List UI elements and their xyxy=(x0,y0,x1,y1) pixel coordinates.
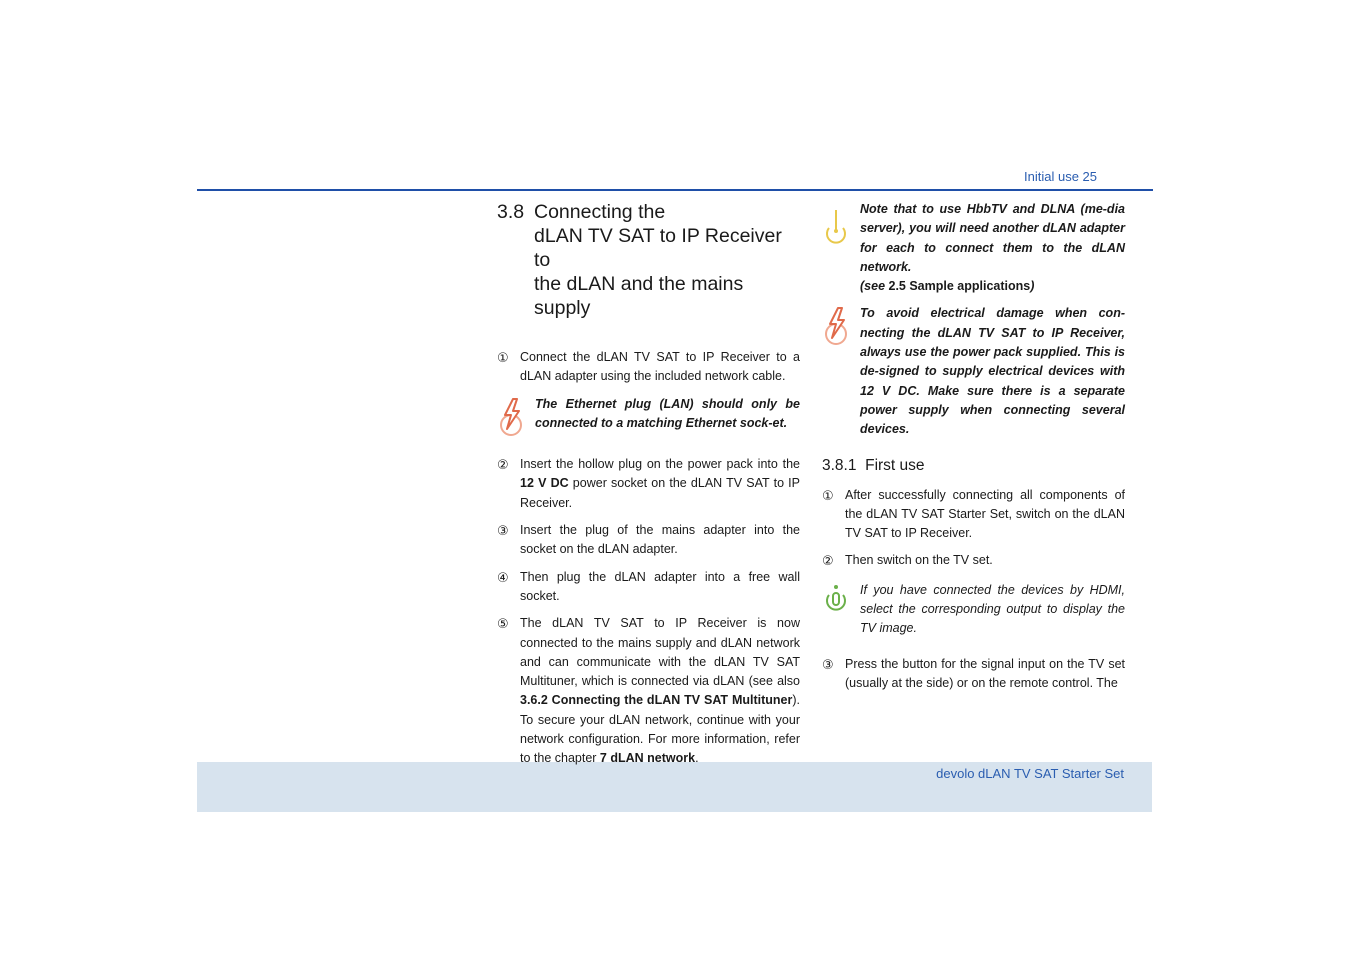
info-icon xyxy=(822,581,852,625)
note-hbbtv xyxy=(822,200,1125,296)
step-1 xyxy=(497,348,800,387)
header-rule xyxy=(197,189,1153,191)
section-title-line-1: Connecting the xyxy=(534,201,666,223)
step-2 xyxy=(497,455,800,513)
step-number: ③ xyxy=(497,523,509,539)
subsection-title: First use xyxy=(865,456,925,474)
step-number: ④ xyxy=(497,569,509,585)
step-text-2: ). To secure your dLAN network, continue with your network configuration. For more information, refer to the chapter xyxy=(520,693,800,766)
link-ref-7[interactable]: 7 dLAN network xyxy=(599,751,696,766)
see-prefix: (see xyxy=(860,279,889,294)
see-reference[interactable]: 2.5 Sample applications xyxy=(888,279,1031,294)
step-text-end: power socket on the dLAN TV SAT to IP Receiver. xyxy=(520,476,800,510)
step-number: ② xyxy=(822,553,834,569)
link-ref-3-6-2[interactable]: 3.6.2 Connecting the dLAN TV SAT Multituner xyxy=(520,693,793,708)
subsection-heading xyxy=(822,456,1125,476)
tip-note-hdmi xyxy=(822,581,1125,639)
warning-icon xyxy=(822,304,852,348)
section-number: 3.8 xyxy=(497,201,525,223)
step-4 xyxy=(497,568,800,607)
step-text: Then switch on the TV set. xyxy=(845,553,993,568)
footer-product: devolo dLAN TV SAT Starter Set xyxy=(936,766,1124,781)
see-suffix: ) xyxy=(1030,279,1035,294)
note-text: Note that to use HbbTV and DLNA (me-dia server), you will need another dLAN adapter for each to connect them to the dLAN network. xyxy=(860,202,1125,274)
step-number: ③ xyxy=(822,656,834,672)
warning-note-ethernet xyxy=(497,395,800,434)
first-use-step-2 xyxy=(822,551,1125,570)
section-title-line-2: dLAN TV SAT to IP Receiver to xyxy=(534,225,782,271)
note-see-ref xyxy=(860,279,1034,293)
step-number: ② xyxy=(497,457,509,473)
right-column xyxy=(822,200,1125,701)
step-text: Then plug the dLAN adapter into a free wall socket. xyxy=(520,569,800,603)
warning-note-power xyxy=(822,304,1125,439)
subsection-number: 3.8.1 xyxy=(822,456,857,474)
page-header-label: Initial use 25 xyxy=(1024,169,1097,184)
step-5 xyxy=(497,614,800,768)
step-text: Insert the hollow plug on the power pack into the xyxy=(520,457,800,472)
first-use-step-1 xyxy=(822,486,1125,544)
section-title-line-3: the dLAN and the mains supply xyxy=(534,273,744,319)
warning-icon xyxy=(497,395,527,439)
step-number: ① xyxy=(497,350,509,365)
step-number: ① xyxy=(822,487,834,503)
section-heading xyxy=(497,200,800,320)
note-icon xyxy=(822,204,852,248)
step-text: After successfully connecting all components of the dLAN TV SAT Starter Set, switch on the dLAN TV SAT to IP Receiver. xyxy=(845,487,1125,541)
step-3 xyxy=(497,521,800,560)
step-text: Press the button for the signal input on the TV set (usually at the side) or on the remote control. The xyxy=(845,656,1125,690)
step-bold: 12 V DC xyxy=(520,476,569,491)
tip-text: If you have connected the devices by HDMI, select the corresponding output to display the TV image. xyxy=(860,582,1125,636)
step-text: Insert the plug of the mains adapter into the socket on the dLAN adapter. xyxy=(520,523,800,557)
step-text-3: . xyxy=(695,751,699,766)
step-text: The dLAN TV SAT to IP Receiver is now connected to the mains supply and dLAN network and can communicate with the dLAN TV SAT Multituner, which is connected via dLAN (see also xyxy=(520,616,800,689)
step-text: Connect the dLAN TV SAT to IP Receiver to a dLAN adapter using the included network cable. xyxy=(520,350,800,384)
warning-text: The Ethernet plug (LAN) should only be connected to a matching Ethernet sock-et. xyxy=(535,396,800,430)
left-column xyxy=(497,200,800,777)
step-number: ⑤ xyxy=(497,616,509,632)
first-use-step-3 xyxy=(822,655,1125,694)
warning-text: To avoid electrical damage when con-necting the dLAN TV SAT to IP Receiver, always use the power pack supplied. This is de-signed to supply electrical devices with 12 V DC. Make sure there is a separate power supply when connecting several devices. xyxy=(860,306,1125,437)
